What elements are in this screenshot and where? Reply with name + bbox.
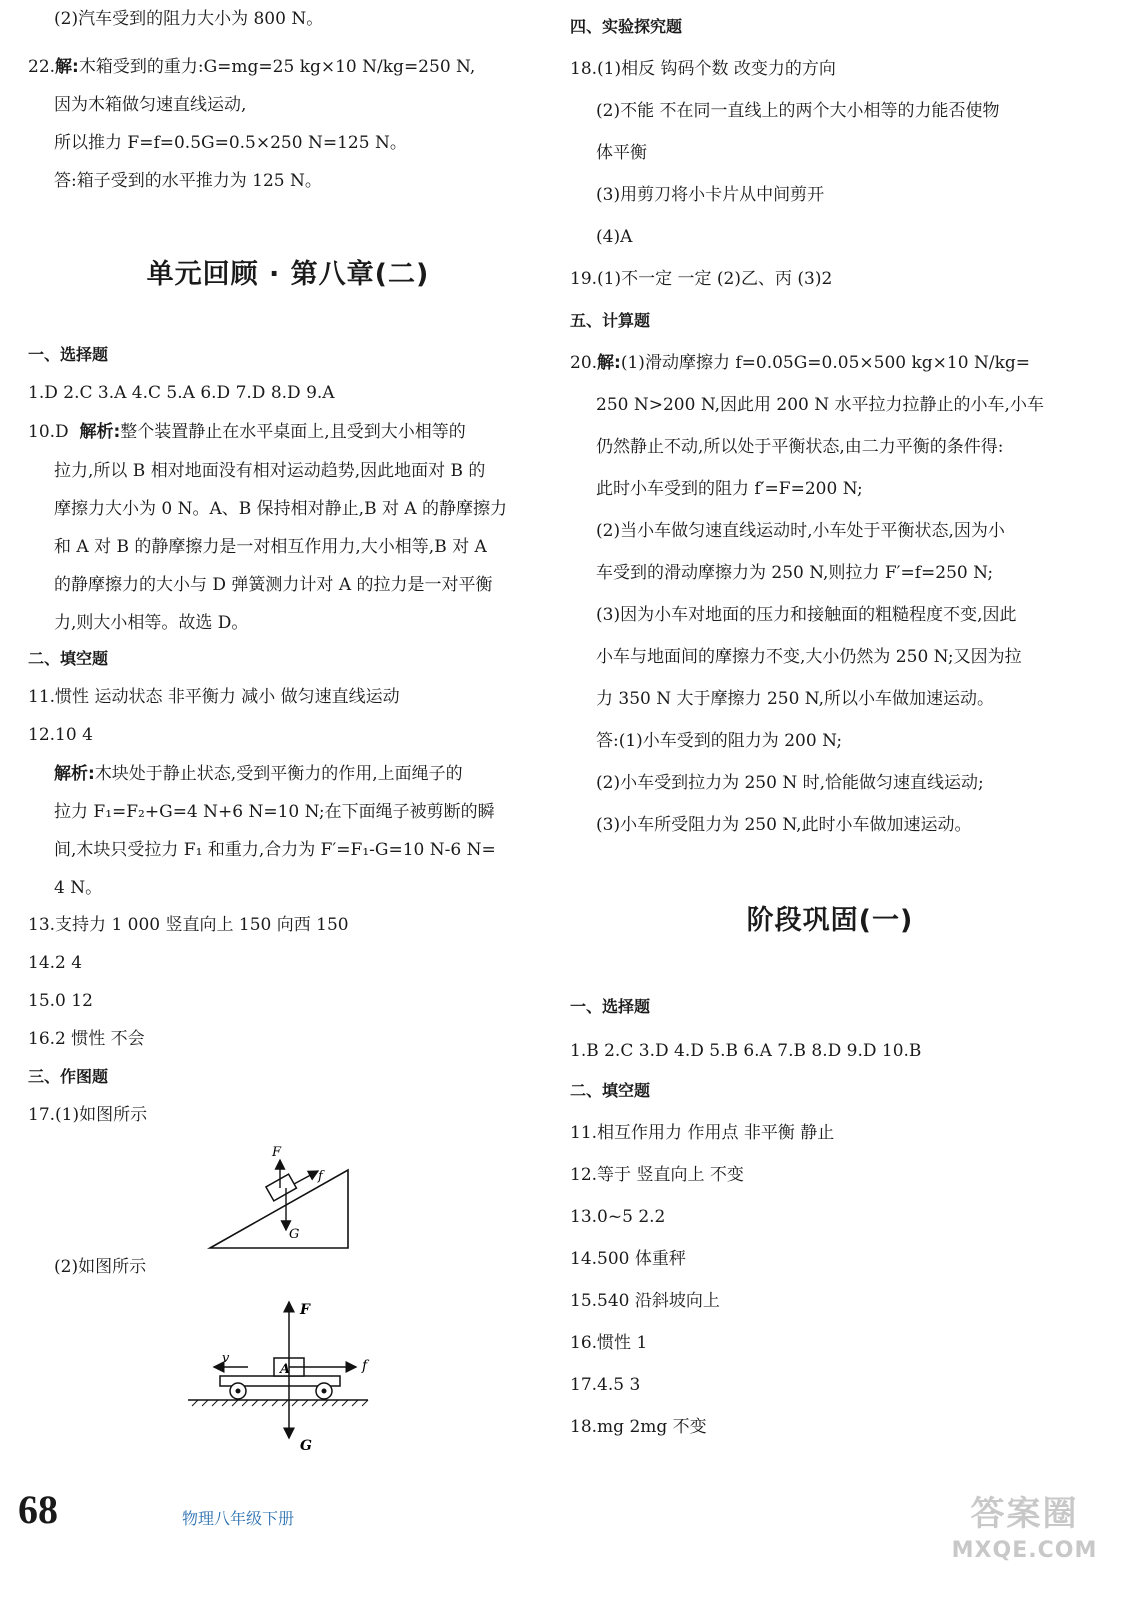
answer-row: 14.2 4 bbox=[28, 953, 83, 973]
section-heading: 四、实验探究题 bbox=[570, 17, 683, 36]
answer-row: 18.mg 2mg 不变 bbox=[570, 1417, 707, 1437]
cart-force-diagram bbox=[168, 1290, 388, 1460]
force-f-arrow bbox=[294, 1171, 318, 1184]
section-heading: 二、填空题 bbox=[570, 1081, 651, 1100]
answer-line: 答:(1)小车受到的阻力为 200 N; bbox=[596, 731, 843, 751]
answer-text: 木箱受到的重力:G=mg=25 kg×10 N/kg=250 N, bbox=[78, 57, 476, 77]
analysis-line: 的静摩擦力的大小与 D 弹簧测力计对 A 的拉力是一对平衡 bbox=[54, 575, 493, 595]
label-v: v bbox=[222, 1351, 230, 1366]
analysis-label: 解析: bbox=[79, 422, 121, 442]
answer-row: 16.惯性 1 bbox=[570, 1333, 648, 1353]
analysis-line: 摩擦力大小为 0 N。A、B 保持相对静止,B 对 A 的静摩擦力 bbox=[54, 499, 508, 519]
analysis-12 bbox=[54, 763, 463, 785]
analysis-label: 解析: bbox=[54, 764, 95, 784]
analysis-line: 拉力 F₁=F₂+G=4 N+6 N=10 N;在下面绳子被剪断的瞬 bbox=[54, 802, 495, 822]
answer-row: 17.(1)如图所示 bbox=[28, 1105, 148, 1125]
answer-line: 车受到的滑动摩擦力为 250 N,则拉力 F′=f=250 N; bbox=[596, 563, 994, 583]
answer-line: 此时小车受到的阻力 f′=F=200 N; bbox=[596, 479, 863, 499]
site-watermark bbox=[932, 1492, 1117, 1592]
watermark-logo: 答案圈 bbox=[970, 1494, 1079, 1534]
page-number: 68 bbox=[18, 1487, 58, 1532]
section-heading: 五、计算题 bbox=[570, 311, 651, 330]
answer-line: 小车与地面间的摩擦力不变,大小仍然为 250 N;又因为拉 bbox=[596, 647, 1022, 667]
answer-10 bbox=[28, 421, 466, 443]
answer-line: (2)不能 不在同一直线上的两个大小相等的力能否使物 bbox=[596, 101, 1000, 121]
answer-line: 力 350 N 大于摩擦力 250 N,所以小车做加速运动。 bbox=[596, 689, 994, 709]
solution-label: 解: bbox=[597, 353, 621, 373]
answer-line: 仍然静止不动,所以处于平衡状态,由二力平衡的条件得: bbox=[596, 437, 1004, 457]
answer-line: (2)小车受到拉力为 250 N 时,恰能做匀速直线运动; bbox=[596, 773, 984, 793]
section-heading: 一、选择题 bbox=[570, 997, 651, 1016]
question-number: 22. bbox=[28, 57, 56, 77]
answer-row: 14.500 体重秤 bbox=[570, 1249, 686, 1269]
label-F: F bbox=[300, 1302, 310, 1318]
unit-title: 单元回顾 · 第八章(二) bbox=[146, 259, 430, 290]
answer-row: 1.D 2.C 3.A 4.C 5.A 6.D 7.D 8.D 9.A bbox=[28, 383, 335, 403]
solution-label: 解: bbox=[55, 57, 79, 77]
answer-20 bbox=[570, 352, 1030, 374]
incline-force-diagram bbox=[198, 1140, 368, 1252]
answer-row: 12.10 4 bbox=[28, 725, 93, 745]
answer-row: (2)如图所示 bbox=[54, 1257, 147, 1277]
unit-title: 阶段巩固(一) bbox=[746, 905, 914, 936]
answer-row: 12.等于 竖直向上 不变 bbox=[570, 1165, 744, 1185]
answer-row: 18.(1)相反 钩码个数 改变力的方向 bbox=[570, 59, 836, 79]
answer-line: (2)汽车受到的阻力大小为 800 N。 bbox=[54, 9, 324, 29]
answer-row: 13.支持力 1 000 竖直向上 150 向西 150 bbox=[28, 915, 349, 935]
analysis-line: 间,木块只受拉力 F₁ 和重力,合力为 F′=F₁-G=10 N-6 N= bbox=[54, 840, 496, 860]
analysis-line: 力,则大小相等。故选 D。 bbox=[54, 613, 249, 633]
question-answer: 10.D bbox=[28, 422, 69, 442]
analysis-text: 木块处于静止状态,受到平衡力的作用,上面绳子的 bbox=[94, 764, 463, 784]
answer-row: 15.540 沿斜坡向上 bbox=[570, 1291, 720, 1311]
answer-line: 答:箱子受到的水平推力为 125 N。 bbox=[54, 171, 322, 191]
answer-line: (2)当小车做匀速直线运动时,小车处于平衡状态,因为小 bbox=[596, 521, 1005, 541]
answer-22 bbox=[28, 56, 475, 78]
answer-line: (3)用剪刀将小卡片从中间剪开 bbox=[596, 185, 825, 205]
label-G: G bbox=[300, 1438, 312, 1454]
book-title: 物理八年级下册 bbox=[182, 1509, 295, 1528]
section-heading: 一、选择题 bbox=[28, 345, 109, 364]
answer-row: 17.4.5 3 bbox=[570, 1375, 641, 1395]
label-f: f bbox=[318, 1169, 323, 1184]
answer-line: (4)A bbox=[596, 227, 633, 247]
answer-row: 19.(1)不一定 一定 (2)乙、丙 (3)2 bbox=[570, 269, 833, 289]
answer-row: 1.B 2.C 3.D 4.D 5.B 6.A 7.B 8.D 9.D 10.B bbox=[570, 1041, 922, 1061]
answer-line: 250 N>200 N,因此用 200 N 水平拉力拉静止的小车,小车 bbox=[596, 395, 1044, 415]
answer-row: 11.惯性 运动状态 非平衡力 减小 做匀速直线运动 bbox=[28, 687, 400, 707]
label-A: A bbox=[280, 1362, 291, 1377]
block bbox=[266, 1174, 297, 1201]
answer-line: 体平衡 bbox=[596, 143, 647, 163]
answer-row: 13.0~5 2.2 bbox=[570, 1207, 666, 1227]
label-G: G bbox=[289, 1227, 300, 1242]
section-heading: 二、填空题 bbox=[28, 649, 109, 668]
analysis-line: 和 A 对 B 的静摩擦力是一对相互作用力,大小相等,B 对 A bbox=[54, 537, 487, 557]
answer-line: (3)小车所受阻力为 250 N,此时小车做加速运动。 bbox=[596, 815, 972, 835]
analysis-line: 4 N。 bbox=[54, 878, 103, 898]
answer-line: 所以推力 F=f=0.5G=0.5×250 N=125 N。 bbox=[54, 133, 407, 153]
label-F: F bbox=[272, 1145, 282, 1160]
question-number: 20. bbox=[570, 353, 598, 373]
section-heading: 三、作图题 bbox=[28, 1067, 109, 1086]
answer-row: 16.2 惯性 不会 bbox=[28, 1029, 145, 1049]
watermark-url: MXQE.COM bbox=[951, 1538, 1098, 1563]
label-f: f bbox=[362, 1358, 368, 1374]
answer-row: 15.0 12 bbox=[28, 991, 93, 1011]
answer-line: (3)因为小车对地面的压力和接触面的粗糙程度不变,因此 bbox=[596, 605, 1017, 625]
answer-text: (1)滑动摩擦力 f=0.05G=0.05×500 kg×10 N/kg= bbox=[620, 353, 1030, 373]
analysis-line: 拉力,所以 B 相对地面没有相对运动趋势,因此地面对 B 的 bbox=[54, 461, 486, 481]
answer-row: 11.相互作用力 作用点 非平衡 静止 bbox=[570, 1123, 835, 1143]
answer-line: 因为木箱做匀速直线运动, bbox=[54, 95, 247, 115]
analysis-text: 整个装置静止在水平桌面上,且受到大小相等的 bbox=[120, 422, 466, 442]
